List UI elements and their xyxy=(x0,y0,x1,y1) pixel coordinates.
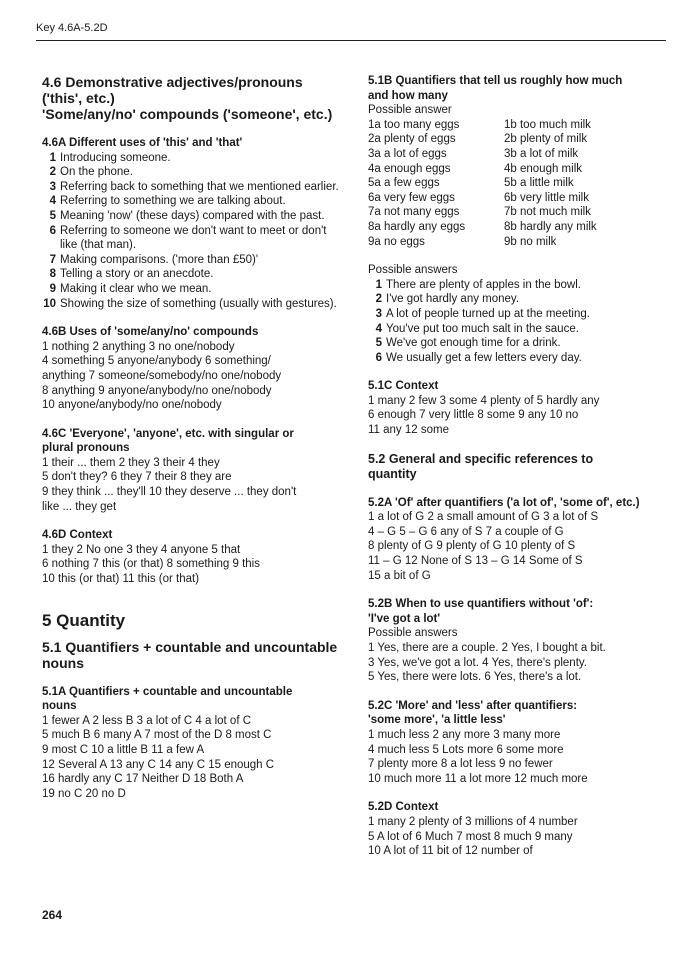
answer-line: 7 plenty more 8 a lot less 9 no fewer xyxy=(368,758,553,771)
answer-lines xyxy=(368,394,668,438)
list-item xyxy=(42,194,342,209)
item-text: Showing the size of something (usually with gestures). xyxy=(60,297,337,310)
answer-line: 9 most C 10 a little B 11 a few A xyxy=(42,744,205,756)
answer-line: 1 a lot of G 2 a small amount of G 3 a lot of S xyxy=(368,511,599,524)
item-text: Making it clear who we mean. xyxy=(60,282,212,295)
subsection-title: 5.2C 'More' and 'less' after quantifiers: 'some more', 'a little less' xyxy=(368,699,578,727)
answer-pair-cell: 4a enough eggs xyxy=(368,162,451,175)
answer-line: 3 Yes, we've got a lot. 4 Yes, there's plenty. xyxy=(368,656,587,669)
answer-line: 10 this (or that) 11 this (or that) xyxy=(42,573,200,586)
answer-lines xyxy=(42,543,342,587)
subsection-title: 4.6C 'Everyone', 'anyone', etc. with singular or plural pronouns xyxy=(42,427,294,455)
item-text: Referring to someone we don't want to meet or don't like (that man). xyxy=(60,224,327,252)
item-number: 1 xyxy=(49,151,56,164)
subsection-title: 4.6A Different uses of 'this' and 'that' xyxy=(42,137,243,149)
answer-list xyxy=(42,151,342,312)
item-text: We've got enough time for a drink. xyxy=(386,337,561,350)
answer-pair-cell: 7b not much milk xyxy=(504,206,591,219)
header-label: Key 4.6A-5.2D xyxy=(36,22,108,34)
note-possible-answers: Possible answers xyxy=(368,627,458,640)
subsection-title: 5.1B Quantifiers that tell us roughly how much and how many xyxy=(368,75,623,102)
answer-line: 8 anything 9 anyone/anybody/no one/nobody xyxy=(42,384,272,397)
answer-pair-cell: 1b too much milk xyxy=(504,118,591,131)
item-number: 6 xyxy=(375,351,382,364)
chapter-title: 5 Quantity xyxy=(42,610,126,630)
answer-line: 10 A lot of 11 bit of 12 number of xyxy=(368,845,533,858)
answer-line: 11 – G 12 None of S 13 – G 14 Some of S xyxy=(368,555,583,568)
section-5-2b xyxy=(368,597,668,685)
section-title: 5.2 General and specific references to quantity xyxy=(368,451,594,481)
item-text: Making comparisons. ('more than £50)' xyxy=(60,253,259,266)
section-5-1c xyxy=(368,379,668,437)
item-text: Introducing someone. xyxy=(60,151,171,164)
list-item xyxy=(42,165,342,180)
section-5-1a xyxy=(42,685,342,802)
left-column xyxy=(42,74,342,815)
answer-line: 15 a bit of G xyxy=(368,569,431,582)
answer-lines xyxy=(368,728,668,786)
answer-line: 12 Several A 13 any C 14 any C 15 enough C xyxy=(42,758,275,771)
item-text: Telling a story or an anecdote. xyxy=(60,268,214,281)
answer-lines xyxy=(42,714,342,802)
list-item xyxy=(368,322,668,337)
list-item xyxy=(42,297,342,312)
item-text: I've got hardly any money. xyxy=(386,293,520,306)
section-4-6c xyxy=(42,427,342,515)
list-item xyxy=(42,267,342,282)
item-number: 5 xyxy=(375,337,382,350)
answer-line: 1 many 2 few 3 some 4 plenty of 5 hardly any xyxy=(368,394,600,407)
answer-pair-cell: 1a too many eggs xyxy=(368,118,460,131)
section-4-6d xyxy=(42,528,342,586)
answer-line: 4 much less 5 Lots more 6 some more xyxy=(368,743,564,756)
note-possible-answer: Possible answer xyxy=(368,104,452,117)
answer-lines xyxy=(42,456,342,514)
answer-line: 16 hardly any C 17 Neither D 18 Both A xyxy=(42,773,244,786)
section-5-1 xyxy=(42,639,342,671)
answer-pair-cell: 2a plenty of eggs xyxy=(368,133,456,146)
list-item xyxy=(368,307,668,322)
answer-line: 6 enough 7 very little 8 some 9 any 10 no xyxy=(368,409,579,422)
subsection-title: 4.6B Uses of 'some/any/no' compounds xyxy=(42,326,259,339)
page-number: 264 xyxy=(42,908,63,922)
list-item xyxy=(368,336,668,351)
answer-pair-cell: 9b no milk xyxy=(504,235,557,248)
answer-line: 5 A lot of 6 Much 7 most 8 much 9 many xyxy=(368,830,573,843)
section-5-2c xyxy=(368,699,668,787)
item-number: 6 xyxy=(49,224,56,237)
list-item xyxy=(368,278,668,293)
list-item xyxy=(42,209,342,224)
section-5-2a xyxy=(368,496,668,584)
answer-line: 10 anyone/anybody/no one/nobody xyxy=(42,399,222,412)
answer-line: 9 they think ... they'll 10 they deserve ... they don't xyxy=(42,486,297,499)
answer-pair-cell: 5a a few eggs xyxy=(368,177,440,190)
item-text: You've put too much salt in the sauce. xyxy=(386,322,579,335)
answer-line: 19 no C 20 no D xyxy=(42,787,126,800)
answer-pair-cell: 3a a lot of eggs xyxy=(368,147,447,160)
answer-line: 6 nothing 7 this (or that) 8 something 9 this xyxy=(42,558,260,571)
list-item xyxy=(42,224,342,253)
subsection-title: 5.2A 'Of' after quantifiers ('a lot of', 'some of', etc.) xyxy=(368,496,640,509)
answer-line: 10 much more 11 a lot more 12 much more xyxy=(368,772,588,785)
answer-list xyxy=(368,278,668,366)
right-column xyxy=(368,74,668,873)
answer-pair-cell: 6a very few eggs xyxy=(368,191,455,204)
section-5-2 xyxy=(368,452,668,482)
answer-line: 1 nothing 2 anything 3 no one/nobody xyxy=(42,340,235,353)
subsection-title: 5.1C Context xyxy=(368,380,439,393)
item-number: 3 xyxy=(375,307,382,320)
item-number: 4 xyxy=(375,322,382,335)
item-number: 2 xyxy=(375,293,382,306)
answer-line: 8 plenty of G 9 plenty of G 10 plenty of S xyxy=(368,540,576,553)
item-number: 3 xyxy=(49,180,56,193)
answer-line: like ... they get xyxy=(42,500,117,513)
answer-line: 5 Yes, there were lots. 6 Yes, there's a lot. xyxy=(368,671,582,684)
list-item xyxy=(368,351,668,366)
item-number: 7 xyxy=(49,253,56,266)
answer-pair-cell: 9a no eggs xyxy=(368,235,425,248)
item-number: 10 xyxy=(43,297,56,310)
answer-pair-cell: 4b enough milk xyxy=(504,162,582,175)
item-number: 4 xyxy=(49,195,56,208)
list-item xyxy=(42,253,342,268)
running-header xyxy=(36,22,666,41)
section-4-6b xyxy=(42,325,342,413)
section-title: 5.1 Quantifiers + countable and uncountable nouns xyxy=(42,638,338,671)
answer-line: 4 – G 5 – G 6 any of S 7 a couple of G xyxy=(368,525,564,538)
list-item xyxy=(368,292,668,307)
answer-lines xyxy=(368,815,668,859)
answer-lines xyxy=(42,340,342,413)
section-4-6 xyxy=(42,74,342,122)
answer-line: 5 don't they? 6 they 7 their 8 they are xyxy=(42,471,232,484)
subsection-title: 5.2B When to use quantifiers without 'of': 'I've got a lot' xyxy=(368,598,594,625)
item-number: 9 xyxy=(49,282,56,295)
answer-pair-cell: 5b a little milk xyxy=(504,177,574,190)
item-number: 2 xyxy=(49,166,56,179)
item-text: Referring to something we are talking about. xyxy=(60,195,286,208)
answer-line: anything 7 someone/somebody/no one/nobody xyxy=(42,369,282,382)
subsection-title: 5.1A Quantifiers + countable and uncountable nouns xyxy=(42,685,293,713)
list-item xyxy=(42,151,342,166)
list-item xyxy=(42,180,342,195)
answer-line: 11 any 12 some xyxy=(368,424,449,437)
answer-line: 4 something 5 anyone/anybody 6 something/ xyxy=(42,355,271,368)
item-text: There are plenty of apples in the bowl. xyxy=(386,278,581,291)
answer-line: 1 Yes, there are a couple. 2 Yes, I bought a bit. xyxy=(368,642,606,654)
answer-lines xyxy=(368,510,668,583)
answer-pair-cell: 8b hardly any milk xyxy=(504,220,597,233)
item-number: 5 xyxy=(49,209,56,222)
item-text: A lot of people turned up at the meeting. xyxy=(386,307,590,320)
section-4-6a xyxy=(42,136,342,311)
section-title: 4.6 Demonstrative adjectives/pronouns ('this', etc.) 'Some/any/no' compounds ('someone', etc.) xyxy=(42,74,333,122)
item-text: We usually get a few letters every day. xyxy=(386,351,582,364)
subsection-title: 4.6D Context xyxy=(42,529,113,542)
answer-line: 5 much B 6 many A 7 most of the D 8 most C xyxy=(42,729,272,742)
answer-line: 1 their ... them 2 they 3 their 4 they xyxy=(42,456,220,469)
section-5-2d xyxy=(368,800,668,858)
list-item xyxy=(42,282,342,297)
subsection-title: 5.2D Context xyxy=(368,801,439,814)
item-number: 1 xyxy=(375,278,382,291)
answer-pairs xyxy=(368,118,668,249)
answer-pair-cell: 3b a lot of milk xyxy=(504,147,579,160)
section-5-1b xyxy=(368,74,668,365)
answer-pair-cell: 7a not many eggs xyxy=(368,206,460,219)
item-number: 8 xyxy=(49,268,56,281)
item-text: On the phone. xyxy=(60,166,133,179)
item-text: Meaning 'now' (these days) compared with the past. xyxy=(60,209,325,222)
answer-line: 1 they 2 No one 3 they 4 anyone 5 that xyxy=(42,543,241,556)
answer-line: 1 many 2 plenty of 3 millions of 4 number xyxy=(368,815,578,828)
answer-pair-cell: 2b plenty of milk xyxy=(504,133,588,146)
answer-pair-cell: 8a hardly any eggs xyxy=(368,220,466,233)
answer-lines xyxy=(368,641,668,685)
note-possible-answers: Possible answers xyxy=(368,264,458,277)
answer-line: 1 fewer A 2 less B 3 a lot of C 4 a lot of C xyxy=(42,714,252,727)
item-text: Referring back to something that we mentioned earlier. xyxy=(60,180,339,193)
answer-pair-cell: 6b very little milk xyxy=(504,191,589,204)
answer-line: 1 much less 2 any more 3 many more xyxy=(368,728,561,741)
